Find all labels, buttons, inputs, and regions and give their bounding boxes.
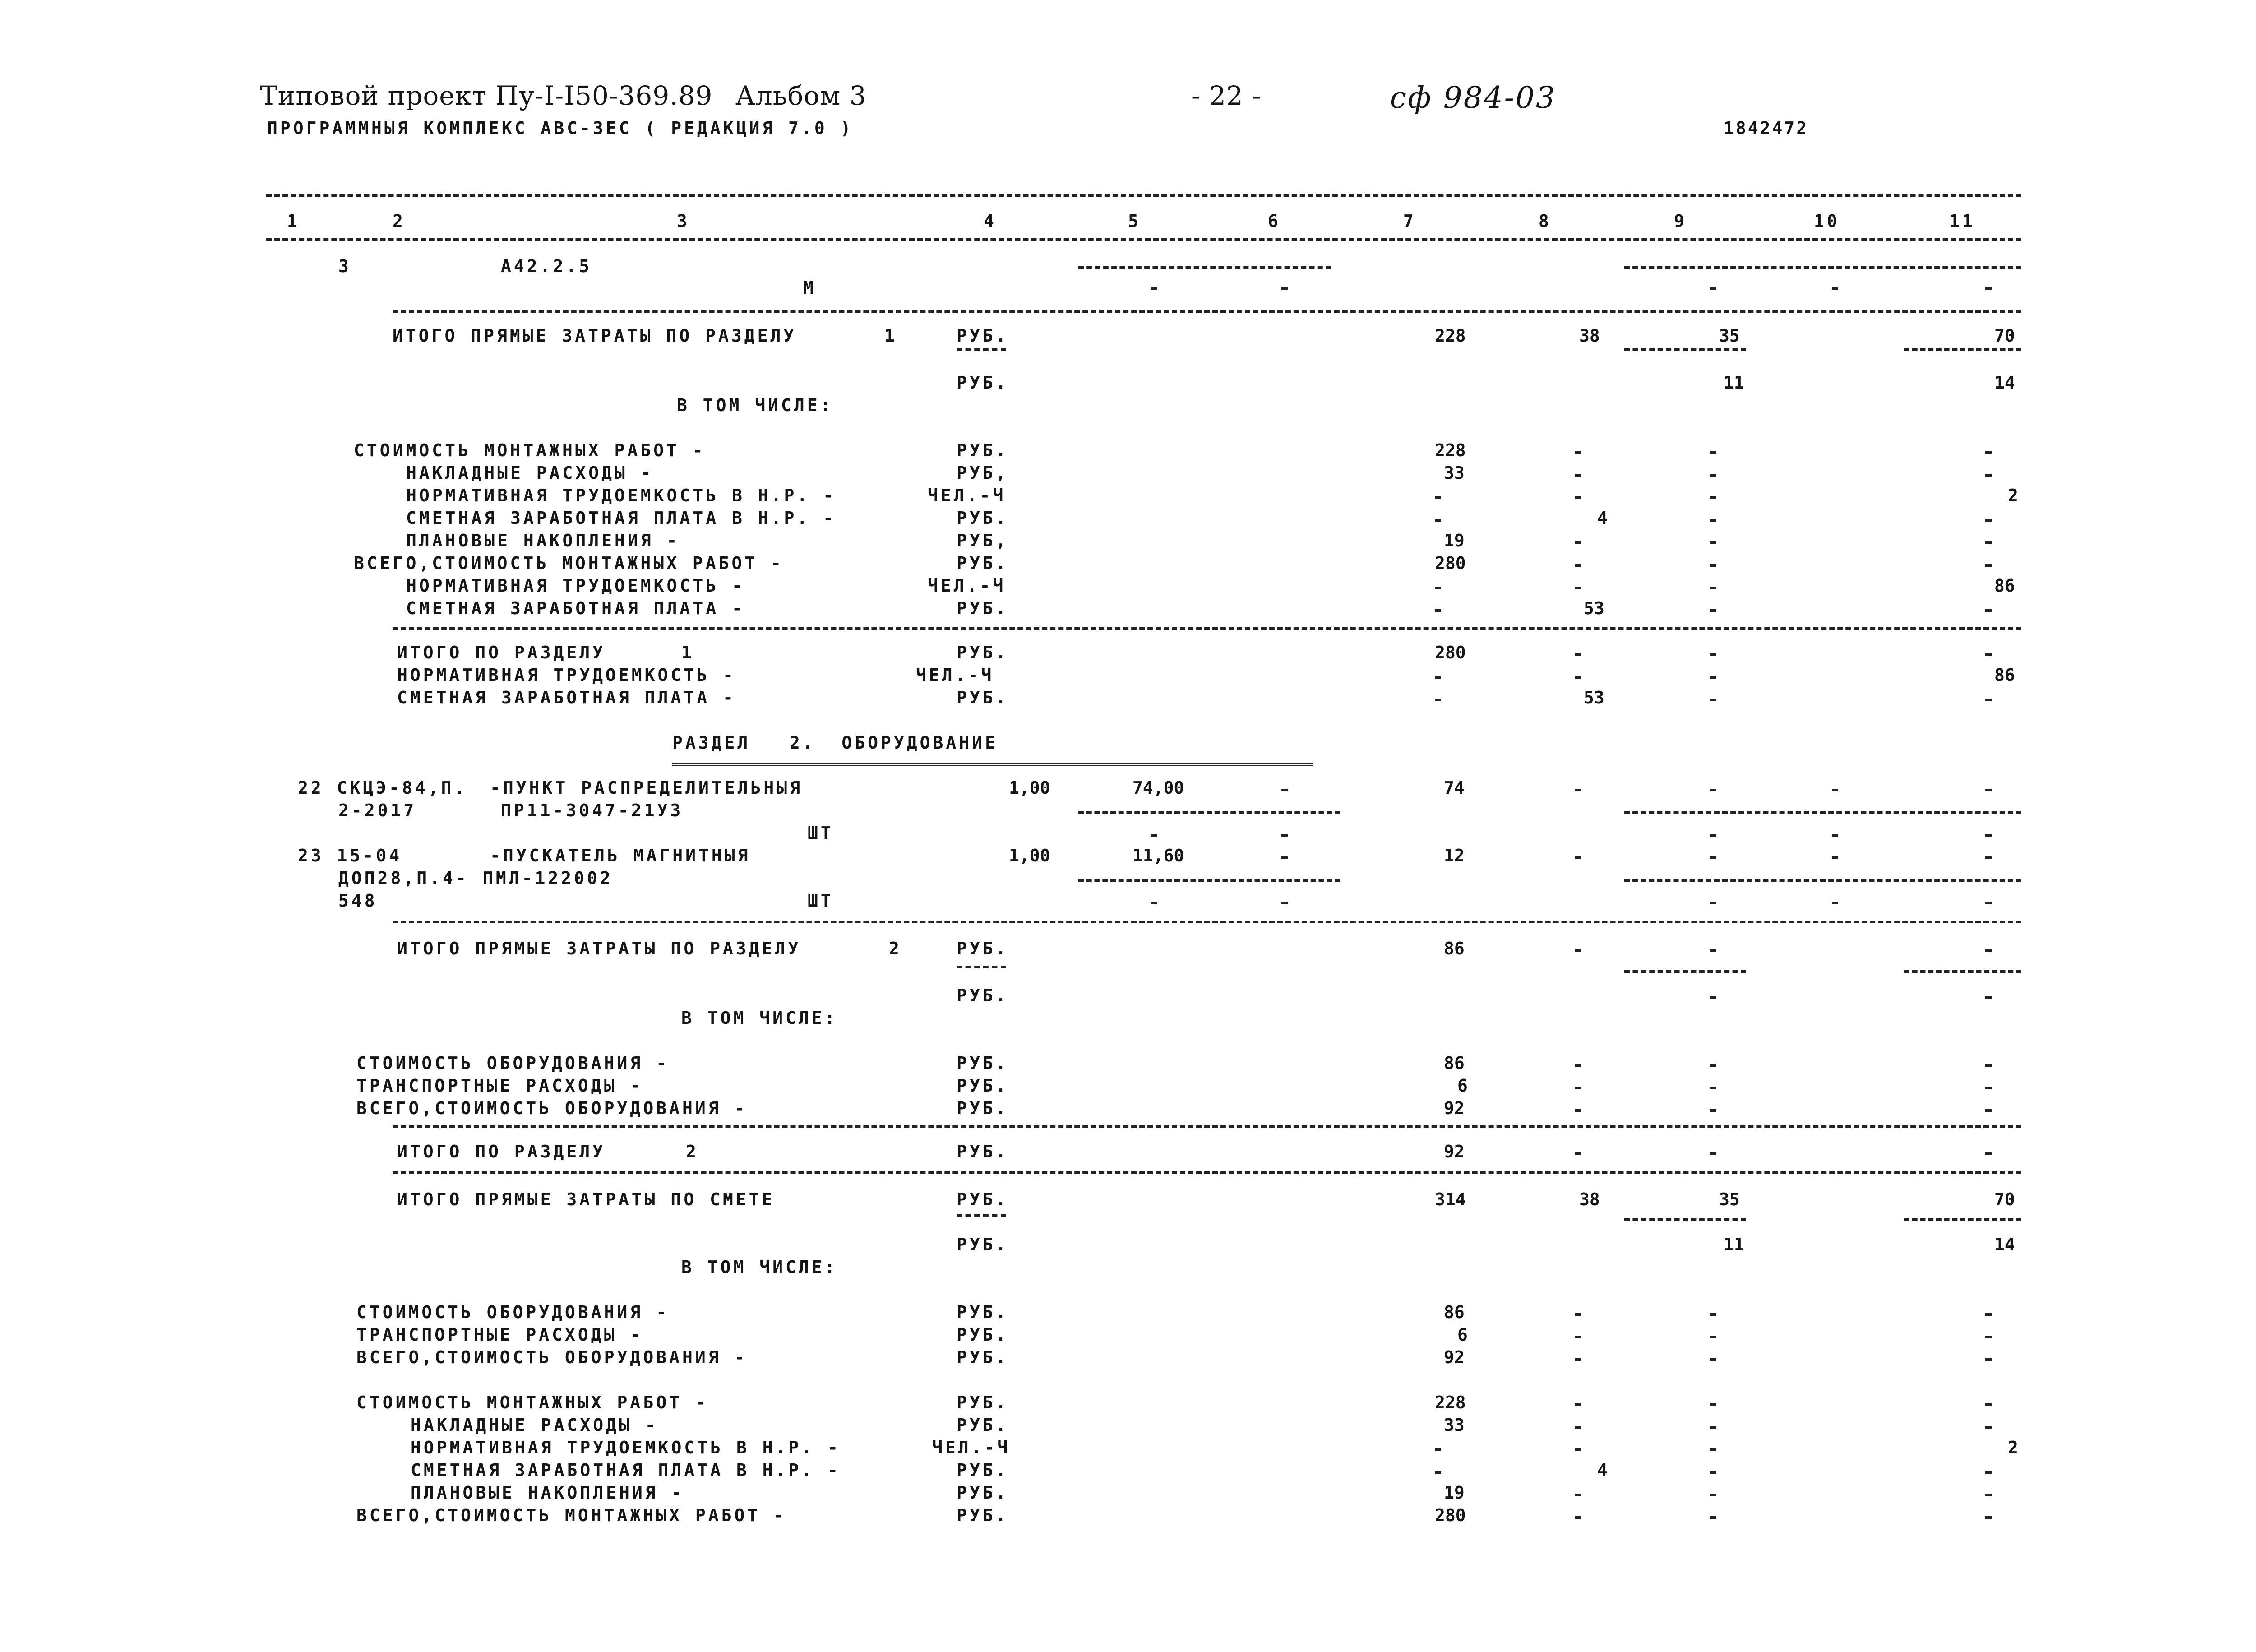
dash	[1151, 834, 1157, 837]
line-label: НАКЛАДНЫЕ РАСХОДЫ -	[411, 1415, 658, 1435]
dash	[1832, 834, 1838, 837]
album-label: Альбом 3	[735, 80, 867, 111]
dash	[1710, 834, 1716, 837]
value: 228	[1435, 1393, 1466, 1412]
dash	[1710, 541, 1716, 544]
dash	[1435, 1471, 1441, 1474]
dash	[1710, 789, 1716, 791]
col-1: 1	[287, 211, 300, 231]
dash	[1575, 676, 1581, 679]
dash	[1575, 949, 1581, 952]
unit-rub: РУБ.	[957, 1235, 1009, 1254]
unit-rub: РУБ.	[957, 1189, 1009, 1209]
dash	[1985, 1471, 1992, 1474]
itogo-label: ИТОГО ПО РАЗДЕЛУ	[397, 1142, 606, 1161]
col-3: 3	[677, 211, 690, 231]
unit-rub: РУБ.	[957, 1325, 1009, 1345]
dash	[1985, 949, 1992, 952]
unit-rub: РУБ,	[957, 531, 1009, 551]
dash	[1985, 564, 1992, 567]
row-code: ДОП28,П.4-	[338, 868, 469, 888]
unit-rub: РУБ.	[957, 1393, 1009, 1412]
dash	[1575, 1313, 1581, 1316]
value: 53	[1584, 598, 1604, 618]
dash	[1710, 699, 1716, 701]
unit-rub: РУБ.	[957, 986, 1009, 1005]
unit-chelch: ЧЕЛ.-Ч	[928, 486, 1006, 505]
dash-segment	[957, 1214, 1006, 1217]
dash	[1710, 856, 1716, 859]
subsection-label: В ТОМ ЧИСЛЕ:	[681, 1257, 838, 1277]
unit-rub: РУБ,	[957, 463, 1009, 483]
col-10: 10	[1814, 211, 1840, 231]
line-label: НОРМАТИВНАЯ ТРУДОЕМКОСТЬ В Н.Р. -	[406, 486, 836, 505]
unit-rub: РУБ.	[957, 688, 1009, 708]
dash	[1575, 451, 1581, 454]
dash	[1985, 996, 1992, 999]
dash	[1710, 1426, 1716, 1429]
section-number: 1	[884, 326, 897, 346]
unit-rub: РУБ.	[957, 1302, 1009, 1322]
line-label: СТОИМОСТЬ МОНТАЖНЫХ РАБОТ -	[356, 1393, 708, 1412]
value: 38	[1579, 326, 1600, 346]
dash	[1710, 564, 1716, 567]
dash	[1710, 1516, 1716, 1519]
row-quantity: 1,00	[1009, 846, 1050, 865]
unit-rub: РУБ.	[957, 939, 1009, 958]
col-9: 9	[1674, 211, 1687, 231]
dash-segment	[1624, 879, 2021, 882]
dash	[1985, 1403, 1992, 1406]
dash	[1281, 287, 1288, 290]
dash	[1985, 653, 1992, 656]
unit-rub: РУБ.	[957, 1142, 1009, 1161]
dash	[1710, 519, 1716, 522]
col-11: 11	[1949, 211, 1975, 231]
row-quantity: 1,00	[1009, 778, 1050, 798]
value: 228	[1435, 440, 1466, 460]
dash	[1710, 287, 1716, 290]
unit-rub: РУБ.	[957, 508, 1009, 528]
col-2: 2	[393, 211, 406, 231]
row-description: ПР11-3047-21У3	[501, 801, 684, 820]
dash	[1575, 587, 1581, 589]
value: 14	[1994, 373, 2015, 393]
dash	[1281, 834, 1288, 837]
document-code: 1842472	[1724, 118, 1809, 138]
table-rule	[393, 1125, 2021, 1128]
value: 33	[1444, 1415, 1465, 1435]
program-subtitle: ПРОГРАММНЫЯ КОМПЛЕКС АВС-ЗЕС ( РЕДАКЦИЯ 7.0 )	[267, 118, 854, 138]
value: 38	[1579, 1189, 1600, 1209]
unit-chelch: ЧЕЛ.-Ч	[928, 576, 1006, 596]
unit-chelch: ЧЕЛ.-Ч	[916, 665, 994, 685]
unit-rub: РУБ.	[957, 553, 1009, 573]
line-label: НАКЛАДНЫЕ РАСХОДЫ -	[406, 463, 654, 483]
dash-segment	[1904, 348, 2021, 351]
row-code: 2-2017	[338, 801, 417, 820]
dash	[1575, 1448, 1581, 1451]
dash	[1985, 1109, 1992, 1112]
dash	[1575, 474, 1581, 477]
value: 6	[1457, 1325, 1468, 1345]
dash-segment	[1624, 970, 1746, 973]
value: 35	[1719, 326, 1740, 346]
line-label: НОРМАТИВНАЯ ТРУДОЕМКОСТЬ В Н.Р. -	[411, 1438, 841, 1458]
unit-rub: РУБ.	[957, 373, 1009, 393]
row-code: А42.2.5	[501, 256, 592, 276]
col-8: 8	[1539, 211, 1552, 231]
dash	[1985, 1064, 1992, 1067]
row-total: 12	[1444, 846, 1465, 865]
value: 2	[2008, 486, 2018, 505]
dash	[1710, 1336, 1716, 1338]
dash	[1435, 1448, 1441, 1451]
row-code: 548	[338, 891, 378, 911]
dash	[1575, 496, 1581, 499]
line-label: ПЛАНОВЫЕ НАКОПЛЕНИЯ -	[411, 1483, 684, 1503]
itogo-label: ИТОГО ПРЯМЫЕ ЗАТРАТЫ ПО СМЕТЕ	[397, 1189, 775, 1209]
dash-segment	[1904, 970, 2021, 973]
dash	[1575, 1426, 1581, 1429]
value: 86	[1444, 1053, 1465, 1073]
dash	[1832, 902, 1838, 904]
unit-rub: РУБ.	[957, 326, 1009, 346]
dash	[1575, 1358, 1581, 1361]
dash	[1575, 856, 1581, 859]
value: 86	[1994, 576, 2015, 596]
line-label: ВСЕГО,СТОИМОСТЬ МОНТАЖНЫХ РАБОТ -	[354, 553, 784, 573]
dash	[1710, 1152, 1716, 1155]
value: 280	[1435, 643, 1466, 662]
dash	[1575, 1516, 1581, 1519]
value: 19	[1444, 531, 1465, 551]
unit-rub: РУБ.	[957, 1347, 1009, 1367]
line-label: ТРАНСПОРТНЫЕ РАСХОДЫ -	[356, 1076, 643, 1096]
dash	[1575, 1152, 1581, 1155]
line-label: СМЕТНАЯ ЗАРАБОТНАЯ ПЛАТА -	[397, 688, 736, 708]
value: 14	[1994, 1235, 2015, 1254]
col-6: 6	[1268, 211, 1281, 231]
dash	[1985, 287, 1992, 290]
dash	[1435, 496, 1441, 499]
dash	[1575, 564, 1581, 567]
value: 228	[1435, 326, 1466, 346]
line-label: СТОИМОСТЬ МОНТАЖНЫХ РАБОТ -	[354, 440, 706, 460]
dash	[1575, 1494, 1581, 1496]
dash	[1710, 496, 1716, 499]
dash	[1710, 949, 1716, 952]
row-unit: ШТ	[808, 823, 834, 843]
dash	[1710, 609, 1716, 612]
dash	[1985, 474, 1992, 477]
unit-rub: РУБ.	[957, 1098, 1009, 1118]
subsection-label: В ТОМ ЧИСЛЕ:	[677, 395, 833, 415]
dash	[1710, 451, 1716, 454]
dash	[1710, 1403, 1716, 1406]
dash	[1575, 541, 1581, 544]
dash	[1575, 1403, 1581, 1406]
dash	[1575, 1336, 1581, 1338]
value: 86	[1444, 939, 1465, 958]
dash	[1435, 699, 1441, 701]
row-unit: ШТ	[808, 891, 834, 911]
dash	[1985, 1426, 1992, 1429]
dash	[1710, 1494, 1716, 1496]
project-title: Типовой проект Пу-I-I50-369.89	[260, 80, 713, 111]
row-number: 3	[338, 256, 351, 276]
table-rule	[266, 238, 2021, 241]
line-label: ВСЕГО,СТОИМОСТЬ МОНТАЖНЫХ РАБОТ -	[356, 1505, 786, 1525]
line-label: СТОИМОСТЬ ОБОРУДОВАНИЯ -	[356, 1302, 670, 1322]
line-label: ВСЕГО,СТОИМОСТЬ ОБОРУДОВАНИЯ -	[356, 1098, 748, 1118]
row-description: ПМЛ-122002	[483, 868, 613, 888]
dash	[1985, 451, 1992, 454]
dash	[1575, 1109, 1581, 1112]
dash-segment	[957, 348, 1006, 351]
table-rule	[393, 310, 2021, 313]
value: 86	[1444, 1302, 1465, 1322]
unit-rub: РУБ.	[957, 643, 1009, 662]
value: 11	[1724, 1235, 1744, 1254]
value: 4	[1597, 508, 1608, 528]
dash	[1281, 789, 1288, 791]
dash	[1710, 996, 1716, 999]
dash	[1575, 1064, 1581, 1067]
col-7: 7	[1403, 211, 1416, 231]
value: 4	[1597, 1460, 1608, 1480]
dash	[1985, 1313, 1992, 1316]
itogo-label: ИТОГО ПО РАЗДЕЛУ	[397, 643, 606, 662]
dash	[1985, 1087, 1992, 1089]
value: 86	[1994, 665, 2015, 685]
value: 6	[1457, 1076, 1468, 1096]
unit-rub: РУБ.	[957, 1053, 1009, 1073]
dash-segment	[1078, 266, 1331, 269]
dash	[1710, 676, 1716, 679]
dash	[1985, 856, 1992, 859]
section-heading: РАЗДЕЛ 2. ОБОРУДОВАНИЕ	[672, 733, 998, 753]
value: 19	[1444, 1483, 1465, 1503]
itogo-label: ИТОГО ПРЯМЫЕ ЗАТРАТЫ ПО РАЗДЕЛУ	[393, 326, 797, 346]
line-label: ПЛАНОВЫЕ НАКОПЛЕНИЯ -	[406, 531, 680, 551]
dash	[1985, 1516, 1992, 1519]
line-label: СМЕТНАЯ ЗАРАБОТНАЯ ПЛАТА -	[406, 598, 745, 618]
dash	[1710, 1109, 1716, 1112]
table-rule	[393, 1171, 2021, 1174]
line-label: НОРМАТИВНАЯ ТРУДОЕМКОСТЬ -	[406, 576, 745, 596]
dash	[1151, 287, 1157, 290]
dash	[1435, 587, 1441, 589]
dash	[1985, 541, 1992, 544]
dash	[1985, 609, 1992, 612]
dash	[1575, 789, 1581, 791]
unit-rub: РУБ.	[957, 1076, 1009, 1096]
value: 92	[1444, 1347, 1465, 1367]
dash	[1435, 676, 1441, 679]
dash	[1832, 856, 1838, 859]
line-label: СМЕТНАЯ ЗАРАБОТНАЯ ПЛАТА В Н.Р. -	[406, 508, 836, 528]
unit-rub: РУБ.	[957, 598, 1009, 618]
dash	[1832, 789, 1838, 791]
dash-segment	[1624, 266, 2021, 269]
col-4: 4	[984, 211, 997, 231]
dash	[1985, 699, 1992, 701]
table-rule	[266, 194, 2021, 197]
page-number: - 22 -	[1191, 80, 1262, 111]
table-rule	[393, 627, 2021, 630]
dash-segment	[1624, 1218, 1746, 1221]
unit-rub: РУБ.	[957, 440, 1009, 460]
unit-rub: РУБ.	[957, 1483, 1009, 1503]
dash	[1710, 653, 1716, 656]
dash	[1435, 609, 1441, 612]
dash	[1710, 474, 1716, 477]
value: 70	[1994, 326, 2015, 346]
value: 70	[1994, 1189, 2015, 1209]
dash	[1151, 902, 1157, 904]
dash	[1710, 1448, 1716, 1451]
row-code: 22 СКЦЭ-84,П.	[298, 778, 467, 798]
dash-segment	[1904, 1218, 2021, 1221]
value: 2	[2008, 1438, 2018, 1458]
value: 53	[1584, 688, 1604, 708]
value: 280	[1435, 553, 1466, 573]
row-code: 23 15-04	[298, 846, 402, 865]
line-label: ТРАНСПОРТНЫЕ РАСХОДЫ -	[356, 1325, 643, 1345]
row-price: 74,00	[1133, 778, 1184, 798]
unit-rub: РУБ.	[957, 1505, 1009, 1525]
table-rule	[393, 921, 2021, 923]
dash	[1985, 1358, 1992, 1361]
dash	[1281, 856, 1288, 859]
dash	[1985, 834, 1992, 837]
value: 11	[1724, 373, 1744, 393]
unit-chelch: ЧЕЛ.-Ч	[932, 1438, 1011, 1458]
dash	[1710, 1064, 1716, 1067]
unit-rub: РУБ.	[957, 1460, 1009, 1480]
line-label: ВСЕГО,СТОИМОСТЬ ОБОРУДОВАНИЯ -	[356, 1347, 748, 1367]
line-label: СТОИМОСТЬ ОБОРУДОВАНИЯ -	[356, 1053, 670, 1073]
section-number: 2	[686, 1142, 699, 1161]
handwritten-code: сф 984-03	[1390, 80, 1556, 115]
value: 35	[1719, 1189, 1740, 1209]
dash	[1985, 1336, 1992, 1338]
value: 92	[1444, 1142, 1465, 1161]
double-rule	[672, 763, 1313, 766]
line-label: НОРМАТИВНАЯ ТРУДОЕМКОСТЬ -	[397, 665, 736, 685]
dash	[1832, 287, 1838, 290]
dash	[1710, 587, 1716, 589]
dash	[1710, 1471, 1716, 1474]
line-label: СМЕТНАЯ ЗАРАБОТНАЯ ПЛАТА В Н.Р. -	[411, 1460, 841, 1480]
unit-rub: РУБ.	[957, 1415, 1009, 1435]
dash-segment	[1624, 811, 2021, 814]
dash-segment	[1078, 879, 1340, 882]
row-unit: М	[803, 278, 816, 298]
dash-segment	[957, 966, 1006, 968]
row-description: -ПУСКАТЕЛЬ МАГНИТНЫЯ	[490, 846, 751, 865]
dash	[1710, 1087, 1716, 1089]
dash	[1985, 519, 1992, 522]
dash	[1985, 1152, 1992, 1155]
value: 280	[1435, 1505, 1466, 1525]
dash	[1710, 1313, 1716, 1316]
dash	[1575, 1087, 1581, 1089]
dash	[1985, 1494, 1992, 1496]
row-description: -ПУНКТ РАСПРЕДЕЛИТЕЛЬНЫЯ	[490, 778, 803, 798]
value: 314	[1435, 1189, 1466, 1209]
value: 92	[1444, 1098, 1465, 1118]
row-total: 74	[1444, 778, 1465, 798]
col-5: 5	[1128, 211, 1141, 231]
itogo-label: ИТОГО ПРЯМЫЕ ЗАТРАТЫ ПО РАЗДЕЛУ	[397, 939, 801, 958]
section-number: 1	[681, 643, 694, 662]
dash	[1435, 519, 1441, 522]
dash-segment	[1078, 811, 1340, 814]
dash	[1985, 902, 1992, 904]
dash	[1985, 789, 1992, 791]
dash-segment	[1624, 348, 1746, 351]
section-number: 2	[889, 939, 902, 958]
dash	[1710, 1358, 1716, 1361]
row-price: 11,60	[1133, 846, 1184, 865]
dash	[1281, 902, 1288, 904]
subsection-label: В ТОМ ЧИСЛЕ:	[681, 1008, 838, 1028]
dash	[1710, 902, 1716, 904]
value: 33	[1444, 463, 1465, 483]
dash	[1575, 653, 1581, 656]
